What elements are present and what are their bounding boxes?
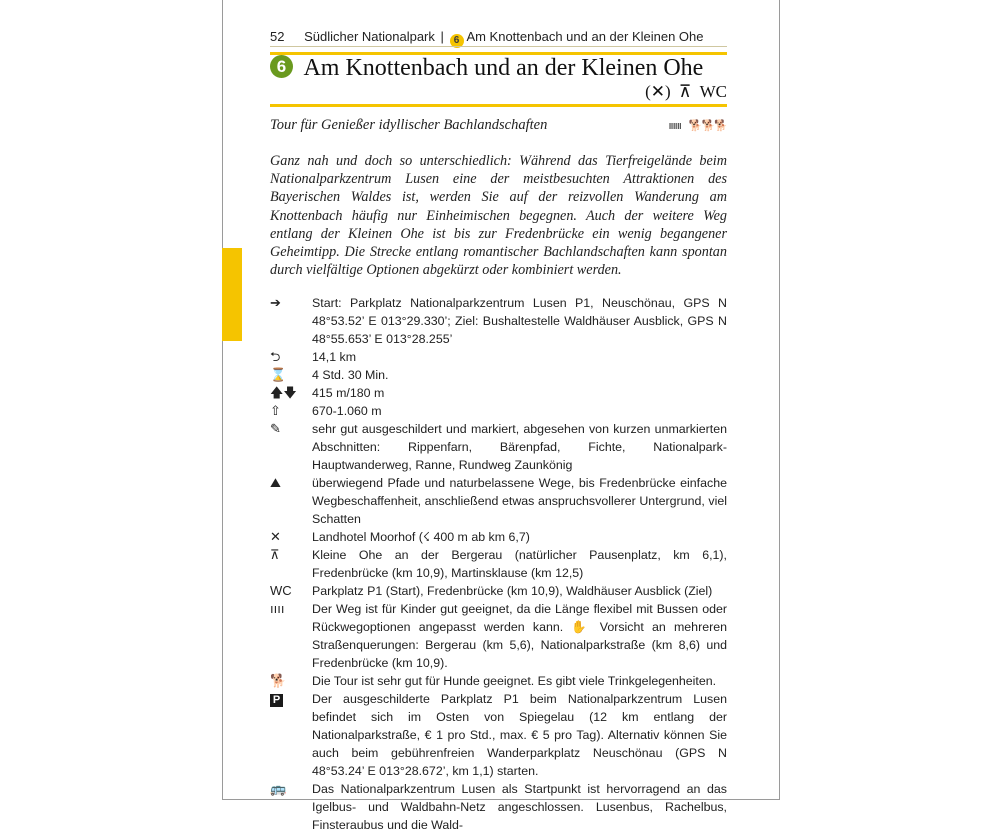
hourglass-icon: ⌛ xyxy=(270,367,287,382)
page-number: 52 xyxy=(270,29,285,44)
dog-icon: 🐕🐕🐕 xyxy=(688,120,727,132)
ascent-descent-icon: 🡅🡇 xyxy=(270,385,297,400)
header-tour-name: Am Knottenbach und an der Kleinen Ohe xyxy=(466,29,704,44)
fact-row xyxy=(270,366,727,384)
fact-text: Der Weg ist für Kinder gut geeignet, da die Länge flexibel mit Bussen oder Rückwegoptionen angepasst werden kann. ✋ Vorsicht an mehreren Straßenquerungen: Bergerau (km 5,6), Nationalparkstraße (km 8,6) und Fredenbrücke (km 10,9). xyxy=(312,602,727,670)
tour-number-icon: 6 xyxy=(270,55,293,78)
header-separator: | xyxy=(440,29,444,44)
fact-row xyxy=(270,384,727,402)
fact-row xyxy=(270,582,727,600)
family-icon: ıııııı xyxy=(668,120,681,132)
fact-text: 670-1.060 m xyxy=(312,404,382,418)
family-icon: ıııı xyxy=(270,601,285,616)
title-row xyxy=(270,55,727,82)
fact-text: 4 Std. 30 Min. xyxy=(312,368,389,382)
fact-row xyxy=(270,402,727,420)
header-rule xyxy=(270,46,727,47)
restaurant-icon: ✕ xyxy=(270,529,281,544)
fact-text: Die Tour ist sehr gut für Hunde geeignet. Es gibt viele Trinkgelegenheiten. xyxy=(312,674,717,688)
fact-text: 415 m/180 m xyxy=(312,386,385,400)
fact-row xyxy=(270,600,727,672)
wc-icon: WC xyxy=(699,82,727,101)
fact-text: Kleine Ohe an der Bergerau (natürlicher Pausenplatz, km 6,1), Fredenbrücke (km 10,9), Martinsklause (km 12,5) xyxy=(312,548,727,580)
marking-icon: ✎ xyxy=(270,421,281,436)
tour-subtitle: Tour für Genießer idyllischer Bachlandschaften xyxy=(270,117,548,133)
fact-text: 14,1 km xyxy=(312,350,357,364)
distance-icon: ⮌ xyxy=(270,349,281,364)
fact-text: Landhotel Moorhof (☇ 400 m ab km 6,7) xyxy=(312,530,530,544)
fact-row xyxy=(270,690,727,780)
fact-row xyxy=(270,780,727,834)
fact-row xyxy=(270,672,727,690)
picnic-table-icon: ⊼ xyxy=(270,547,280,562)
fact-text: überwiegend Pfade und naturbelassene Wege, bis Fredenbrücke einfache Wegbeschaffenheit, anschließend etwas anspruchsvollerer Untergrund, viel Schatten xyxy=(312,476,727,526)
picnic-table-icon: ⊼ xyxy=(678,82,692,101)
chapter-edge-tab xyxy=(222,248,242,341)
fact-text: Start: Parkplatz Nationalparkzentrum Lusen P1, Neuschönau, GPS N 48°53.52’ E 013°29.330’; Ziel: Bushaltestelle Waldhäuser Ausblick, GPS N 48°55.653’ E 013°28.255’ xyxy=(312,296,727,346)
tour-facts-list xyxy=(270,294,727,834)
parking-box: P xyxy=(270,694,283,707)
section-name: Südlicher Nationalpark xyxy=(304,29,435,44)
dog-icon: 🐕 xyxy=(270,673,287,688)
fact-text: Parkplatz P1 (Start), Fredenbrücke (km 10,9), Waldhäuser Ausblick (Ziel) xyxy=(312,584,713,598)
fact-row xyxy=(270,546,727,582)
parking-icon xyxy=(270,690,312,780)
wc-icon: WC xyxy=(270,583,292,598)
fact-text: sehr gut ausgeschildert und markiert, abgesehen von kurzen unmarkierten Abschnitten: Rippenfarn, Bärenpfad, Fichte, Nationalpark-Hauptwanderweg, Ranne, Rundweg Zaunkönig xyxy=(312,422,727,472)
page-title: Am Knottenbach und an der Kleinen Ohe xyxy=(303,55,704,81)
fact-row xyxy=(270,294,727,348)
fact-row xyxy=(270,474,727,528)
fact-text: Der ausgeschilderte Parkplatz P1 beim Nationalparkzentrum Lusen befindet sich im Osten von Spiegelau (12 km entlang der Nationalparkstraße, € 1 pro Std., max. € 5 pro Tag). Alternativ können Sie auch beim gebührenfreien Wanderparkplatz Neuschönau (GPS N 48°53.24’ E 013°28.672’, km 1,1) starten. xyxy=(312,692,727,778)
suitability-rating xyxy=(630,119,727,132)
restaurant-optional-icon: (✕) xyxy=(645,82,671,101)
intro-paragraph: Ganz nah und doch so unterschiedlich: Während das Tierfreigelände beim Nationalparkzentrum Lusen eine der meistbesuchten Attraktionen des Bayerischen Waldes ist, werden Sie auf der reizvollen Wanderung am Knottenbach häufig nur Einheimischen begegnen. Auch der weitere Weg entlang der Kleinen Ohe ist bis zur Fredenbrücke ein wenig begangener Geheimtipp. Die Strecke entlang romantischer Bachlandschaften kann spontan durch vielfältige Optionen abgekürzt oder kombiniert werden. xyxy=(270,153,727,279)
title-bottom-rule xyxy=(270,104,727,107)
bus-icon: 🚌 xyxy=(270,781,287,796)
start-arrow-icon: ➔ xyxy=(270,295,281,310)
fact-row xyxy=(270,528,727,546)
fact-text: Das Nationalparkzentrum Lusen als Startpunkt ist hervorragend an das Igelbus- und Waldbahn-Netz angeschlossen. Lusenbus, Rachelbus, Finsteraubus und die Wald- xyxy=(312,782,727,832)
fact-row xyxy=(270,348,727,366)
fact-row xyxy=(270,420,727,474)
terrain-icon: ⛰ xyxy=(270,475,281,490)
title-amenity-icons xyxy=(560,82,727,102)
altitude-icon: ⇧ xyxy=(270,403,281,418)
tour-number-badge: 6 xyxy=(450,34,464,48)
